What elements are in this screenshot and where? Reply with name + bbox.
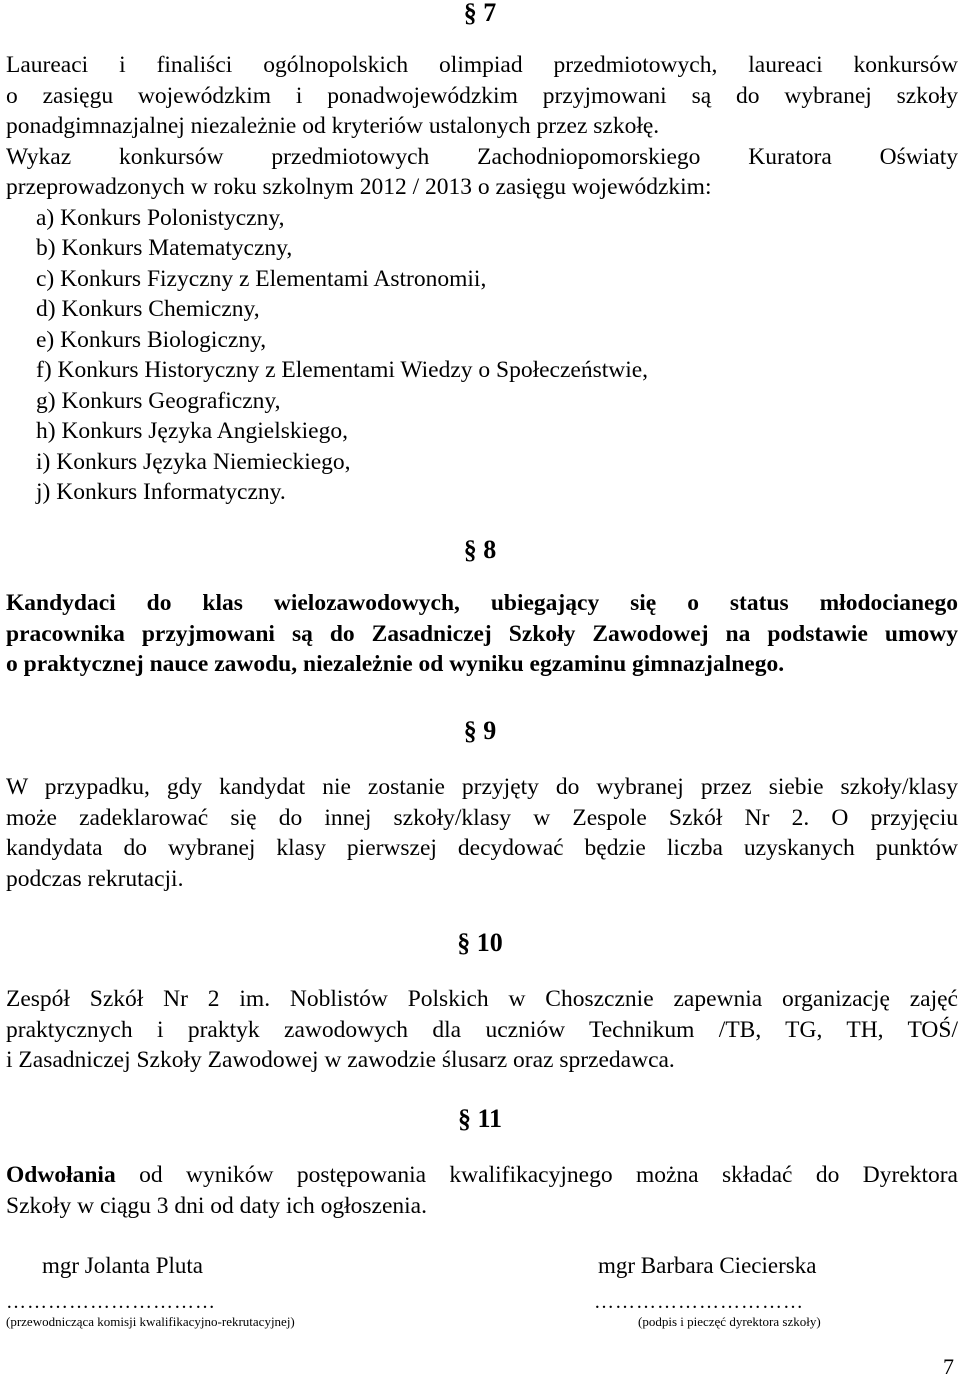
right-signature-dots: ………………………… [594, 1291, 804, 1313]
text-fragment: od wyników postępowania kwalifikacyjnego można składać do Dyrektora [115, 1162, 958, 1188]
text-line: Zespół Szkół Nr 2 im. Noblistów Polskich w Choszcznie zapewnia organizację zajęć [6, 986, 958, 1012]
list-item: c) Konkurs Fizyczny z Elementami Astronomii, [36, 265, 487, 292]
text-line: o zasięgu wojewódzkim i ponadwojewódzkim przyjmowani są do wybranej szkoły [6, 82, 958, 109]
list-item: a) Konkurs Polonistyczny, [36, 204, 285, 231]
text-line: Szkoły w ciągu 3 dni od daty ich ogłoszenia. [6, 1192, 427, 1219]
section-8-paragraph [6, 588, 958, 680]
text-line: podczas rekrutacji. [6, 865, 184, 892]
list-item: e) Konkurs Biologiczny, [36, 326, 267, 353]
text-line: ponadgimnazjalnej niezależnie od kryteriów ustalonych przez szkołę. [6, 113, 660, 139]
text-line: o praktycznej nauce zawodu, niezależnie od wyniku egzaminu gimnazjalnego. [6, 651, 785, 677]
section-7-heading: § 7 [463, 0, 497, 27]
list-item: d) Konkurs Chemiczny, [36, 296, 260, 322]
list-item: g) Konkurs Geograficzny, [36, 387, 281, 414]
text-line: praktycznych i praktyk zawodowych dla uczniów Technikum /TB, TG, TH, TOŚ/ [6, 1016, 958, 1043]
section-10-heading: § 10 [457, 928, 503, 957]
text-line: Kandydaci do klas wielozawodowych, ubiegający się o status młodocianego [6, 590, 958, 616]
text-line: przeprowadzonych w roku szkolnym 2012 / 2013 o zasięgu wojewódzkim: [6, 174, 712, 200]
text-line: Wykaz konkursów przedmiotowych Zachodniopomorskiego Kuratora Oświaty [6, 143, 958, 170]
bold-lead: Odwołania [6, 1162, 116, 1188]
section-11-heading: § 11 [457, 1104, 503, 1133]
left-signature-name: mgr Jolanta Pluta [42, 1253, 203, 1278]
section-10-paragraph [6, 984, 958, 1076]
text-line: pracownika przyjmowani są do Zasadniczej Szkoły Zawodowej na podstawie umowy [6, 620, 958, 647]
right-signature-caption: (podpis i pieczęć dyrektora szkoły) [638, 1314, 821, 1329]
text-line: i Zasadniczej Szkoły Zawodowej w zawodzie ślusarz oraz sprzedawca. [6, 1047, 675, 1073]
right-signature-name: mgr Barbara Ciecierska [598, 1253, 817, 1278]
page-number: 7 [943, 1354, 954, 1379]
text-line: kandydata do wybranej klasy pierwszej decydować będzie liczba uzyskanych punktów [6, 835, 958, 861]
list-item: f) Konkurs Historyczny z Elementami Wiedzy o Społeczeństwie, [36, 357, 649, 383]
left-signature-dots: ………………………… [6, 1291, 216, 1313]
text-line [6, 1160, 958, 1191]
list-item: j) Konkurs Informatyczny. [36, 479, 286, 505]
section-8-heading: § 8 [463, 535, 497, 564]
list-item: h) Konkurs Języka Angielskiego, [36, 418, 348, 444]
left-signature-caption: (przewodnicząca komisji kwalifikacyjno-rekrutacyjnej) [6, 1314, 295, 1329]
section-9-heading: § 9 [463, 716, 497, 745]
text-line: Laureaci i finaliści ogólnopolskich olimpiad przedmiotowych, laureaci konkursów [6, 52, 958, 78]
list-item: i) Konkurs Języka Niemieckiego, [36, 448, 351, 475]
section-7-paragraph [6, 50, 958, 508]
section-9-paragraph [6, 772, 958, 894]
text-line: może zadeklarować się do innej szkoły/klasy w Zespole Szkół Nr 2. O przyjęciu [6, 804, 958, 831]
text-line: W przypadku, gdy kandydat nie zostanie przyjęty do wybranej przez siebie szkoły/klasy [6, 774, 958, 800]
list-item: b) Konkurs Matematyczny, [36, 235, 293, 261]
section-11-paragraph [6, 1160, 958, 1221]
